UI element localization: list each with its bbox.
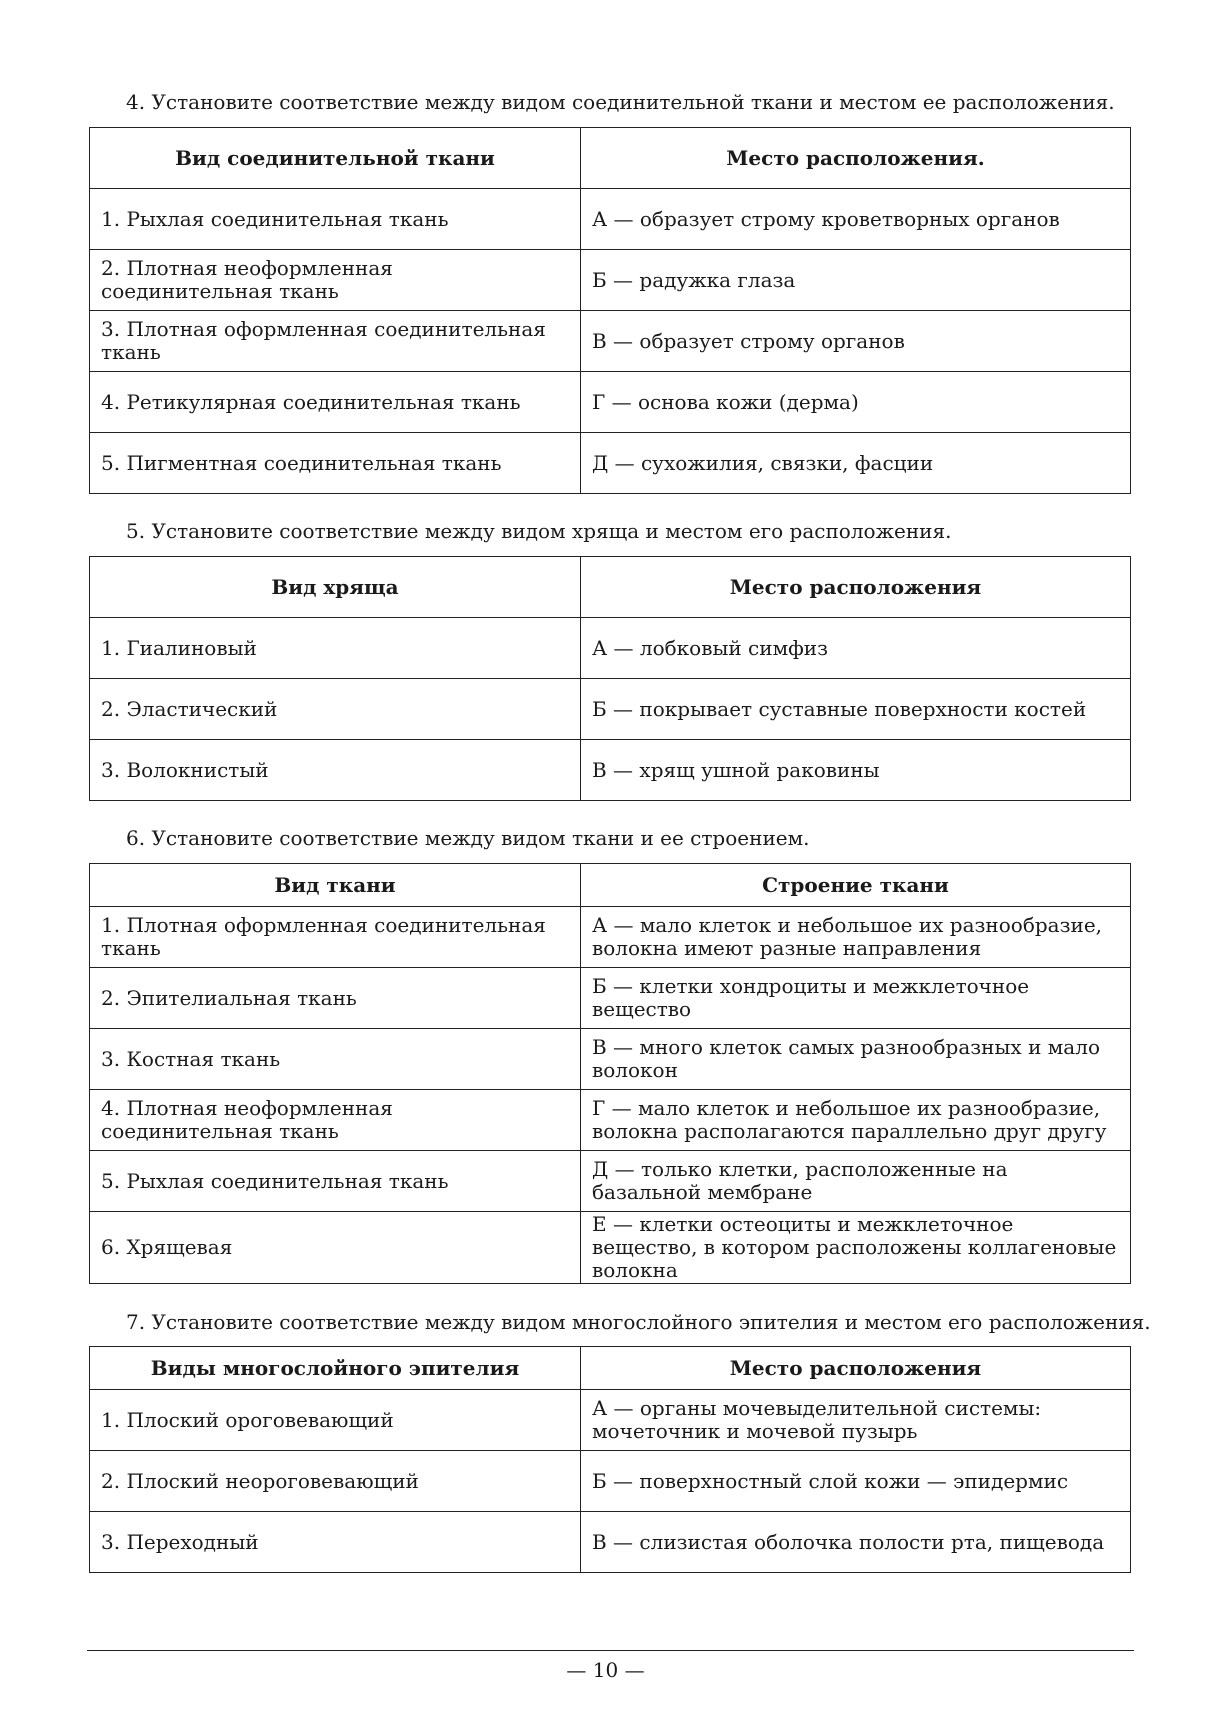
table-cell: Г — мало клеток и небольшое их разнообразие, волокна располагаются параллельно друг другу xyxy=(581,1090,1131,1151)
table-cell: В — много клеток самых разнообразных и мало волокон xyxy=(581,1029,1131,1090)
question-7: 7. Установите соответствие между видом многослойного эпителия и местом его расположения. xyxy=(126,1310,1151,1334)
table-row xyxy=(90,1451,1131,1512)
column-header: Место расположения xyxy=(581,1347,1131,1390)
table-cell: 3. Переходный xyxy=(90,1512,581,1573)
table-row xyxy=(90,189,1131,250)
table-cell: 3. Плотная оформленная соединительная ткань xyxy=(90,311,581,372)
table-row xyxy=(90,618,1131,679)
page-number: — 10 — xyxy=(566,1658,645,1682)
table-row xyxy=(90,740,1131,801)
table-cell: Б — покрывает суставные поверхности костей xyxy=(581,679,1131,740)
table-cell: 1. Плотная оформленная соединительная ткань xyxy=(90,907,581,968)
table-connective-tissue xyxy=(89,127,1131,494)
table-cell: А — органы мочевыделительной системы: мочеточник и мочевой пузырь xyxy=(581,1390,1131,1451)
table-row xyxy=(90,1390,1131,1451)
table-row xyxy=(90,1090,1131,1151)
table-cell: 6. Хрящевая xyxy=(90,1212,581,1284)
question-6: 6. Установите соответствие между видом ткани и ее строением. xyxy=(126,826,810,850)
table-cartilage xyxy=(89,556,1131,801)
question-5: 5. Установите соответствие между видом хряща и местом его расположения. xyxy=(126,519,952,543)
table-cell: А — мало клеток и небольшое их разнообразие, волокна имеют разные направления xyxy=(581,907,1131,968)
table-cell: Б — клетки хондроциты и межклеточное вещество xyxy=(581,968,1131,1029)
table-row xyxy=(90,1029,1131,1090)
column-header: Вид соединительной ткани xyxy=(90,128,581,189)
table-cell: 5. Рыхлая соединительная ткань xyxy=(90,1151,581,1212)
footer-divider xyxy=(87,1650,1134,1651)
table-cell: 4. Плотная неоформленная соединительная ткань xyxy=(90,1090,581,1151)
table-cell: 2. Эпителиальная ткань xyxy=(90,968,581,1029)
table-header-row xyxy=(90,557,1131,618)
table-cell: А — лобковый симфиз xyxy=(581,618,1131,679)
column-header: Место расположения. xyxy=(581,128,1131,189)
table-cell: 1. Плоский ороговевающий xyxy=(90,1390,581,1451)
table-stratified-epithelium xyxy=(89,1346,1131,1573)
question-4: 4. Установите соответствие между видом соединительной ткани и местом ее расположения. xyxy=(126,90,1115,114)
table-cell: 2. Плотная неоформленная соединительная ткань xyxy=(90,250,581,311)
table-cell: Б — поверхностный слой кожи — эпидермис xyxy=(581,1451,1131,1512)
table-cell: 3. Волокнистый xyxy=(90,740,581,801)
column-header: Место расположения xyxy=(581,557,1131,618)
table-cell: Д — сухожилия, связки, фасции xyxy=(581,433,1131,494)
table-cell: Г — основа кожи (дерма) xyxy=(581,372,1131,433)
table-cell: А — образует строму кроветворных органов xyxy=(581,189,1131,250)
table-header-row xyxy=(90,864,1131,907)
table-header-row xyxy=(90,1347,1131,1390)
table-cell: 1. Рыхлая соединительная ткань xyxy=(90,189,581,250)
column-header: Вид хряща xyxy=(90,557,581,618)
table-row xyxy=(90,311,1131,372)
table-row xyxy=(90,1512,1131,1573)
table-cell: В — слизистая оболочка полости рта, пищевода xyxy=(581,1512,1131,1573)
table-cell: В — образует строму органов xyxy=(581,311,1131,372)
column-header: Вид ткани xyxy=(90,864,581,907)
table-row xyxy=(90,1212,1131,1284)
table-cell: 4. Ретикулярная соединительная ткань xyxy=(90,372,581,433)
table-cell: В — хрящ ушной раковины xyxy=(581,740,1131,801)
table-cell: 1. Гиалиновый xyxy=(90,618,581,679)
table-cell: Д — только клетки, расположенные на базальной мембране xyxy=(581,1151,1131,1212)
table-row xyxy=(90,907,1131,968)
table-cell: 3. Костная ткань xyxy=(90,1029,581,1090)
table-row xyxy=(90,250,1131,311)
table-row xyxy=(90,1151,1131,1212)
table-cell: 2. Плоский неороговевающий xyxy=(90,1451,581,1512)
table-cell: 2. Эластический xyxy=(90,679,581,740)
table-row xyxy=(90,968,1131,1029)
table-row xyxy=(90,433,1131,494)
table-cell: 5. Пигментная соединительная ткань xyxy=(90,433,581,494)
table-cell: Б — радужка глаза xyxy=(581,250,1131,311)
table-row xyxy=(90,372,1131,433)
table-header-row xyxy=(90,128,1131,189)
column-header: Строение ткани xyxy=(581,864,1131,907)
table-row xyxy=(90,679,1131,740)
table-tissue-structure xyxy=(89,863,1131,1284)
column-header: Виды многослойного эпителия xyxy=(90,1347,581,1390)
table-cell: Е — клетки остеоциты и межклеточное вещество, в котором расположены коллагеновые волокна xyxy=(581,1212,1131,1284)
